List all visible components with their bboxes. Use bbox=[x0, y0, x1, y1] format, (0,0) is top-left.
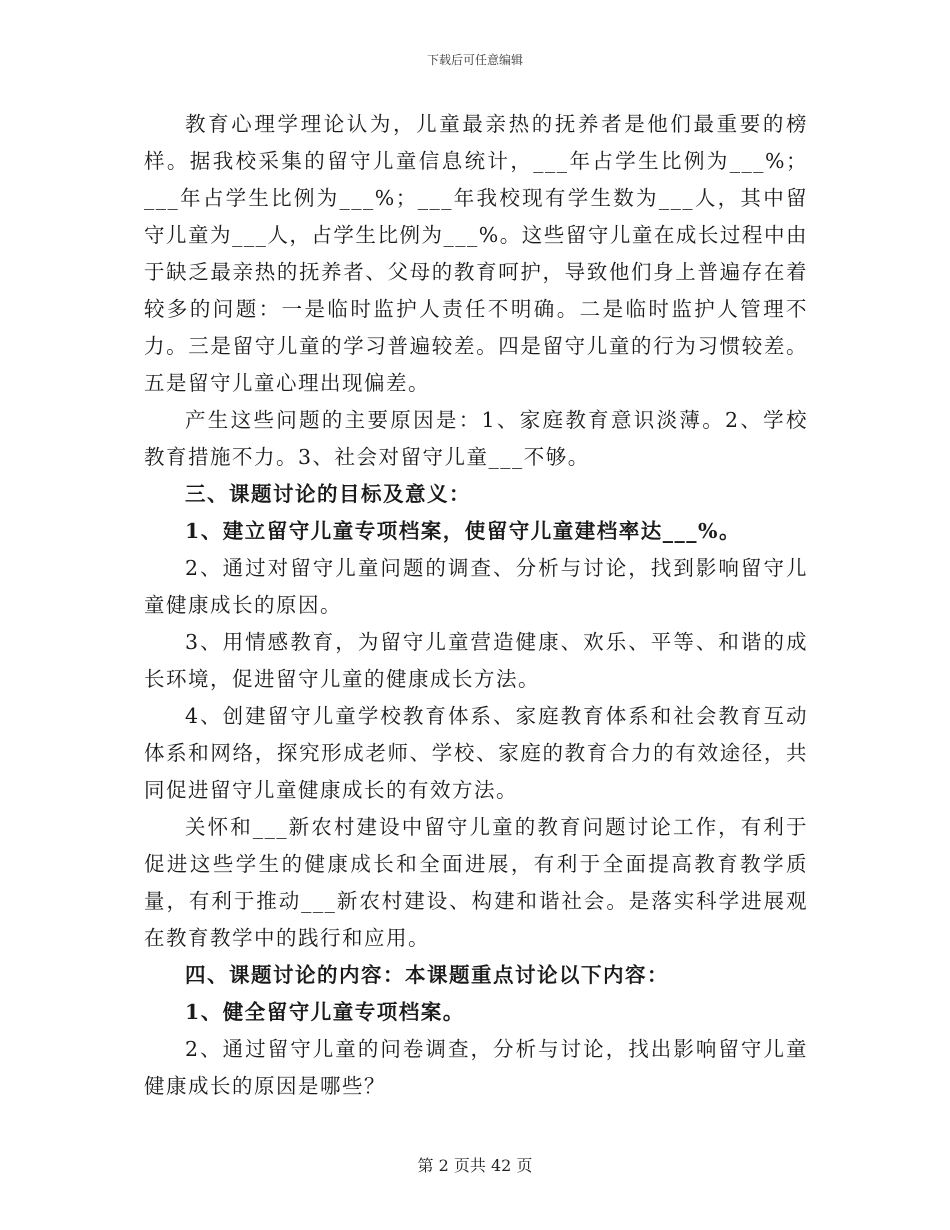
goal-item-4: 4、创建留守儿童学校教育体系、家庭教育体系和社会教育互动体系和网络，探究形成老师、学校、家庭的教育合力的有效途径，共同促进留守儿童健康成长的有效方法。 bbox=[144, 704, 808, 802]
paragraph-background: 教育心理学理论认为，儿童最亲热的抚养者是他们最重要的榜样。据我校采集的留守儿童信息统计，___年占学生比例为___%；___年占学生比例为___%；___年我校现有学生数为___人，其中留守儿童为___人，占学生比例为___%。这些留守儿童在成长过程中由于缺乏最亲热的抚养者、父母的教育呵护，导致他们身上普遍存在着较多的问题：一是临时监护人责任不明确。二是临时监护人管理不力。三是留守儿童的学习普遍较差。四是留守儿童的行为习惯较差。五是留守儿童心理出现偏差。 bbox=[144, 112, 808, 395]
document-body bbox=[144, 106, 808, 1105]
paragraph-causes: 产生这些问题的主要原因是：1、家庭教育意识淡薄。2、学校教育措施不力。3、社会对留守儿童___不够。 bbox=[144, 408, 808, 469]
goal-item-3: 3、用情感教育，为留守儿童营造健康、欢乐、平等、和谐的成长环境，促进留守儿童的健康成长方法。 bbox=[144, 630, 808, 691]
goal-item-2: 2、通过对留守儿童问题的调查、分析与讨论，找到影响留守儿童健康成长的原因。 bbox=[144, 556, 808, 617]
section-heading-content: 四、课题讨论的内容：本课题重点讨论以下内容： bbox=[185, 963, 669, 987]
page-header-note: 下载后可任意编辑 bbox=[426, 53, 523, 67]
content-item-2: 2、通过留守儿童的问卷调查，分析与讨论，找出影响留守儿童健康成长的原因是哪些？ bbox=[144, 1037, 808, 1098]
goal-item-1: 1、建立留守儿童专项档案，使留守儿童建档率达___%。 bbox=[185, 519, 741, 543]
page-number: 第 2 页共 42 页 bbox=[417, 1156, 533, 1175]
section-heading-goals: 三、课题讨论的目标及意义： bbox=[185, 482, 471, 506]
content-item-1: 1、健全留守儿童专项档案。 bbox=[185, 1000, 465, 1024]
paragraph-significance: 关怀和___新农村建设中留守儿童的教育问题讨论工作，有利于促进这些学生的健康成长和全面进展，有利于全面提高教育教学质量，有利于推动___新农村建设、构建和谐社会。是落实科学进展观在教育教学中的践行和应用。 bbox=[144, 815, 808, 950]
